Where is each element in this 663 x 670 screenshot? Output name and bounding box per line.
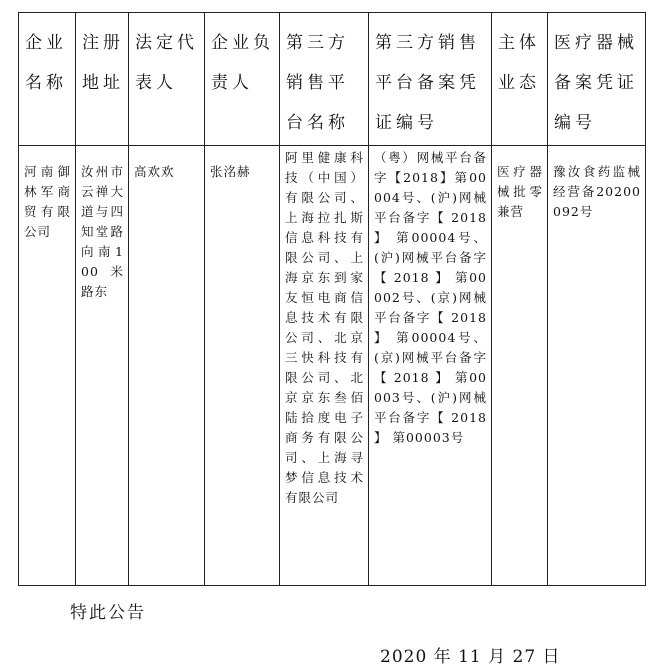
header-person-in-charge: 企业负责人 (205, 13, 280, 146)
header-business-type: 主体业态 (492, 13, 548, 146)
cell-address (76, 146, 129, 586)
cell-person-in-charge (205, 146, 280, 586)
business-type-text: 医疗器械批零兼营 (497, 164, 543, 219)
header-registered-address: 注册地址 (76, 13, 129, 146)
cell-legal-rep (129, 146, 205, 586)
table-row (19, 146, 646, 586)
cell-business-type (492, 146, 548, 586)
platform-cert-nos-text: （粤）网械平台备字【2018】第00004号、(沪)网械平台备字【 2018 】 第00004号、(沪)网械平台备字【 2018 】 第00002号、(京)网械平台备字【 2018 】 第00004号、(京)网械平台备字【 2018 】 第00003号、(沪)网械平台备字【 2018 】 第00003号 (374, 150, 487, 445)
announcement-note: 特此公告 (70, 603, 146, 623)
header-platform-name: 第三方销售平台名称 (280, 13, 369, 146)
company-name-text: 河南御林军商贸有限公司 (24, 164, 71, 239)
person-in-charge-text: 张洺赫 (210, 164, 251, 179)
platforms-text: 阿里健康科技（中国）有限公司、上海拉扎斯信息科技有限公司、上海京东到家友恒电商信息技术有限公司、北京三快科技有限公司、北京京东叁佰陆拾度电子商务有限公司、上海寻梦信息技术有限公司 (285, 150, 364, 505)
header-legal-representative: 法定代表人 (129, 13, 205, 146)
header-company-name: 企业名称 (19, 13, 76, 146)
device-cert-no-text: 豫汝食药监械经营备20200092号 (553, 164, 641, 219)
cell-company-name (19, 146, 76, 586)
table-header-row (19, 13, 646, 146)
registration-table (18, 12, 646, 586)
announcement-date: 2020 年 11 月 27 日 (380, 647, 561, 667)
cell-platforms (280, 146, 369, 586)
legal-rep-text: 高欢欢 (134, 164, 175, 179)
address-text: 汝州市云禅大道与四知堂路向南100米路东 (81, 164, 124, 299)
header-platform-cert-no: 第三方销售平台备案凭证编号 (369, 13, 492, 146)
cell-platform-cert-nos (369, 146, 492, 586)
cell-device-cert-no (548, 146, 646, 586)
header-device-cert-no: 医疗器械备案凭证编号 (548, 13, 646, 146)
